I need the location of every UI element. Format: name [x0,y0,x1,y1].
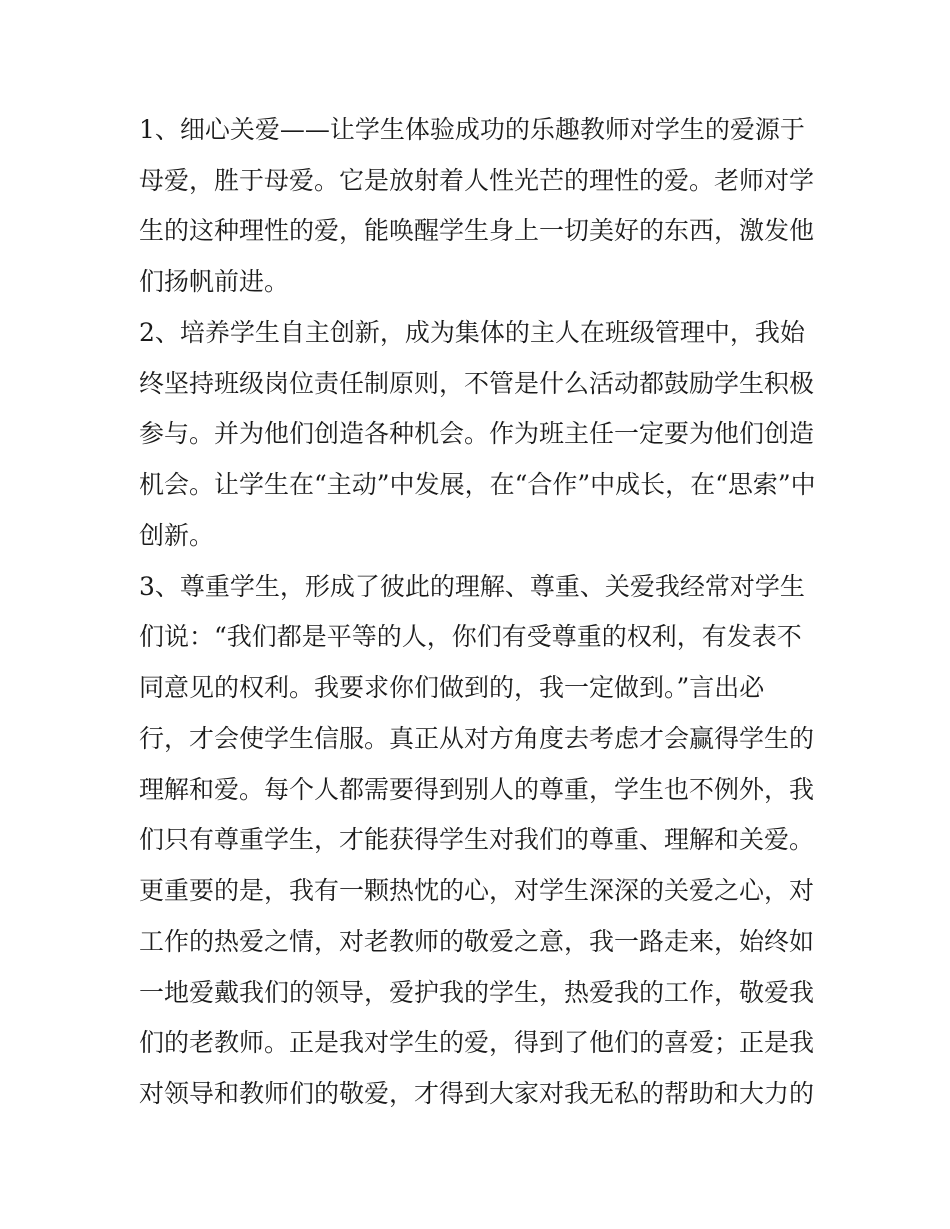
text-line-10: 3、尊重学生，形成了彼此的理解、尊重、关爱我经常对学生 [139,572,805,601]
text-line-2: 母爱，胜于母爱。它是放射着人性光芒的理性的爱。老师对学 [139,166,815,195]
text-line-15: 们只有尊重学生，才能获得学生对我们的尊重、理解和关爱。 [139,825,815,854]
text-line-8: 机会。让学生在“主动”中发展，在“合作”中成长，在“思索”中 [139,470,816,499]
text-line-11: 们说：“我们都是平等的人，你们有受尊重的权利，有发表不 [139,622,802,651]
text-line-3: 生的这种理性的爱，能唤醒学生身上一切美好的东西，激发他 [139,216,815,245]
text-line-9: 创新。 [139,521,215,550]
text-line-6: 终坚持班级岗位责任制原则，不管是什么活动都鼓励学生积极 [139,369,815,398]
text-line-4: 们扬帆前进。 [139,267,290,296]
text-line-14: 理解和爱。每个人都需要得到别人的尊重，学生也不例外，我 [139,775,815,804]
text-line-7: 参与。并为他们创造各种机会。作为班主任一定要为他们创造 [139,419,815,448]
text-line-17: 工作的热爱之情，对老教师的敬爱之意，我一路走来，始终如 [139,927,815,956]
text-line-13: 行，才会使学生信服。真正从对方角度去考虑才会赢得学生的 [139,724,815,753]
text-line-12: 同意见的权利。我要求你们做到的，我一定做到。”言出必 [139,673,765,702]
text-line-19: 们的老教师。正是我对学生的爱，得到了他们的喜爱；正是我 [139,1028,815,1057]
text-line-1: 1、细心关爱——让学生体验成功的乐趣教师对学生的爱源于 [139,115,805,144]
text-line-16: 更重要的是，我有一颗热忱的心，对学生深深的关爱之心，对 [139,876,815,905]
text-line-18: 一地爱戴我们的领导，爱护我的学生，热爱我的工作，敬爱我 [139,978,815,1007]
text-line-5: 2、培养学生自主创新，成为集体的主人在班级管理中，我始 [139,318,805,347]
text-line-20: 对领导和教师们的敬爱，才得到大家对我无私的帮助和大力的 [139,1079,815,1108]
